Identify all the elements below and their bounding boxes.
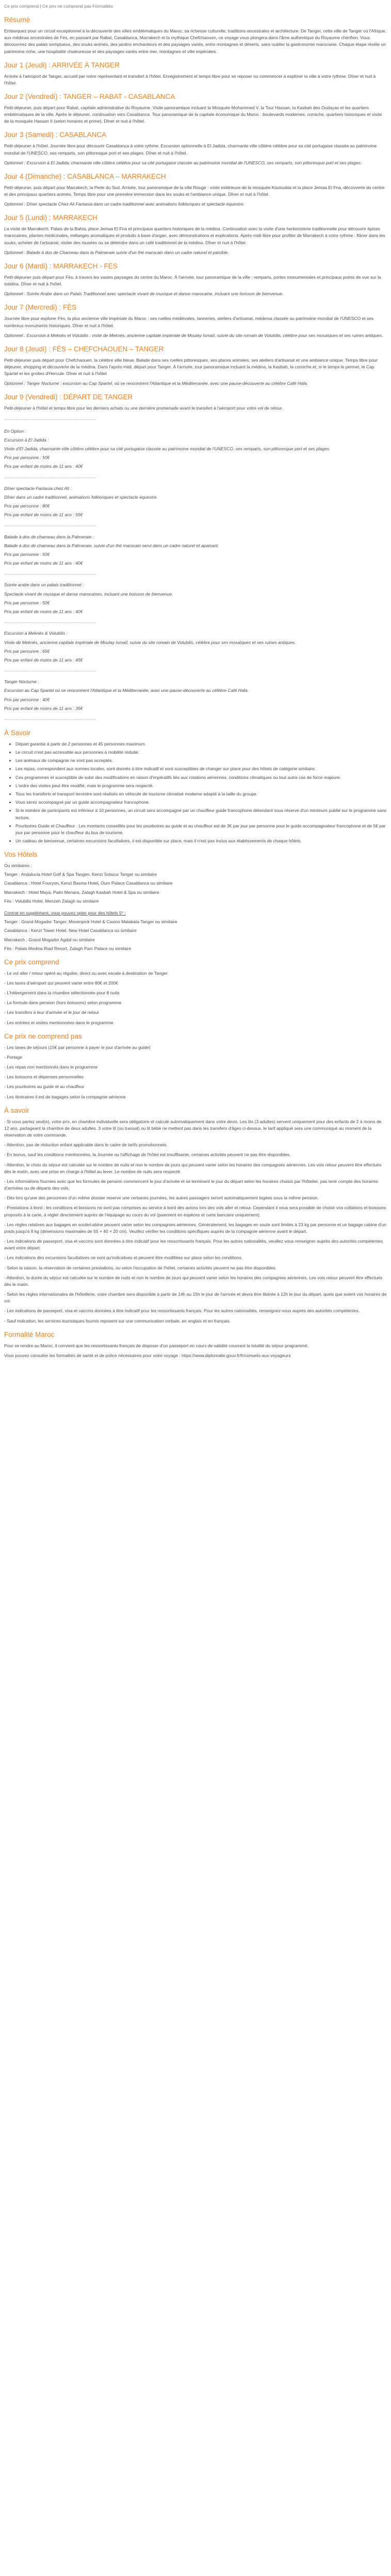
savoir2-title: À savoir [4, 1106, 29, 1114]
savoir-title: À Savoir [4, 729, 31, 737]
savoir2-paragraph: - Prestations à bord : les conditions et boissons ne sont pas comprises au service à bord des avions lors des vols aller et retour. Cependant il vous sera possible de choisir vos collations et boissons proposés à la carte, à régler directement auprès de l'équipage au cours du vol (paiement en espèces et carte bancaire uniquement). [4, 1205, 386, 1217]
savoir2-paragraph: - Selon la saison, la réservation de certaines prestations, ou selon l'occupation de l'hôtel, certaines activités peuvent ne pas être disponibles. [4, 1265, 277, 1270]
options-title: En Option : [4, 428, 26, 434]
option-name: Soirée arabe dans un palais traditionnel : [4, 582, 84, 588]
hotel-line: Fès : Volubilis Hotel, Menzeh Zalagh ou similaire [4, 898, 99, 904]
separator: --------------------------------------------------------------- [4, 668, 96, 674]
pas-comprend-item: - Portage [4, 1054, 22, 1060]
pas-comprend-item: - Les itinéraires il est de bagages selon la compagnie aérienne [4, 1094, 126, 1099]
option-price: Prix par personne : 40€ [4, 697, 50, 702]
savoir2-paragraph: - Selon les règles internationales de l'hôtellerie, votre chambre sera disponible à partir de 14h au 15h le jour de l'arrivée et devra être libérée à 12h le jour du départ, quels que soient vos horaires de vol. [4, 1292, 387, 1304]
savoir-item: • Ces programmes et susceptible de subir des modifications en raison d'impératifs liés aux rotations aériennes, conditions climatiques ou tout autre cas de force majeure. [15, 774, 387, 781]
savoir-item: • Tous les transferts et transport terrestre sont réalisés en véhicule de tourisme climatisé moderne adapté à la taille du groupe. [15, 791, 387, 798]
comprend-item: - La formule dans pension (hors boissons) selon programme [4, 1000, 122, 1006]
savoir2-paragraph: - Les indications des excursions facultatives ne sont qu'indicatives et peuvent être modifiées sur place selon les conditions. [4, 1255, 243, 1261]
day-title: Jour 7 (Mercredi) : FÈS [4, 303, 77, 312]
option-child-price: Prix par enfant de moins de 11 ans : 40€ [4, 608, 83, 614]
savoir2-paragraph: - Si vous partez seul(e), votre prix, en chambre individuelle sera obligatoire et calculé automatiquement dans votre devis. Les lits (3 adultes) servent uniquement pour des enfants de 2 à moins de 12 ans, partageant la chambre de deux adultes. 3 votre lit (ou transat) ou lit bébé ne mettent pas dans les transfers d'âges ci-dessus, le tarif appliqué sera une communiqué au moment de la réservation de votre commande. [4, 1118, 382, 1138]
savoir2-paragraph: - Les indications de passeport, visa et vaccins sont données à titre indicatif pour les ressortissants français. Pour les autres nationalités, veuillez vous renseigner auprès des autorités compétentes avant votre départ. [4, 1239, 383, 1251]
day-text: Petit-déjeuner, puis départ pour Rabat, capitale administrative du Royaume. Visite panoramique incluant la Mosquée Mohammed V, la Tour Hassan, la Kasbah des Oudayas et les quartiers emblématiques de la ville. Après le déjeuner, continuation vers Casablanca. Tour panoramique de la capitale économique du Maroc : boulevards modernes, corniche, quartiers historiques et visite de la mosquée Hassan II (selon horaires et prime). Dîner et nuit à l'hôtel. [4, 105, 382, 124]
hotel-line: Tanger : Andalucia Hotel Golf & Spa Tangier, Kenzi Solazur Tanger ou similaire [4, 872, 157, 877]
pas-comprend-item: - Les repas non mentionnés dans le programme [4, 1064, 97, 1070]
resume-title: Résumé [4, 16, 30, 24]
savoir-item: • Départ garantie à partir de 2 personnes et 45 personnes maximum. [15, 741, 387, 748]
day-text: Petit-déjeuner, puis départ pour Marrakech, la Perle du Sud. Arrivée, tour panoramique de la ville Rouge : visite extérieure de la mosquée Koutoubia et la place Jemaa El Fna, découverte du centre et des principaux quartiers animés. Temps libre pour une première immersion dans les souks et l'ambiance unique. Dîner et nuit à l'hôtel. [4, 184, 385, 197]
formalites-text2[interactable]: Vous pouvez consulter les formalités de santé et de police nécessaires pour votre voyage : https://www.diplomatie.gouv.fr/fr/conseils-aux-voyageurs [4, 1352, 291, 1358]
option-price: Prix par personne : 80€ [4, 503, 50, 509]
hotel-lines [4, 871, 387, 905]
contract-line: Casablanca : Kenzi Tower Hotel, New Hotel Casablanca ou similaire [4, 928, 137, 934]
day-text: Petit-déjeuner à l'hôtel. Journée libre pour découvrir Casablanca à votre rythme. Excursion optionnelle à El Jadida, charmante ville côtière célèbre pour sa cité portugaise classée au patrimoine mondial de l'UNESCO, ses remparts, son pittoresque port et ses plages. Dîner et nuit à l'hôtel. [4, 143, 377, 156]
day-text: Petit-déjeuner puis départ pour Chefchaouen, la célèbre ville bleue. Balade dans ses ruelles pittoresques, ses places animées, ses ateliers d'artisanat et une ambiance unique. Temps libre pour déjeuner, shopping et découverte de la médina. Dans l'après-midi, départ pour Tanger. À l'arrivée, tour panoramique incluant la médina, la Kasbah, la corniche et, si le temps le permet, le Cap Spartel et les grottes d'Hercule. Dîner et nuit à l'hôtel. [4, 357, 378, 377]
option-name: Excursion à El Jadida : [4, 437, 49, 443]
hotels-subtitle: Ou similaires : [4, 863, 32, 869]
day-title: Jour 3 (Samedi) : CASABLANCA [4, 131, 107, 139]
savoir2-paragraph: - Attention, pas de réduction enfant applicable dans le cadre de tarifs promotionnels. [4, 1142, 168, 1148]
option-desc: Dîner dans un cadre traditionnel, animations folkloriques et spectacle équestre. [4, 494, 158, 500]
day-title: Jour 4 (Dimanche) : CASABLANCA – MARRAKECH [4, 172, 166, 180]
comprend-item: - Les entrées et visites mentionnées dans le programme [4, 1020, 113, 1025]
option-price: Prix par personne : 50€ [4, 455, 50, 461]
pas-comprend-title: Ce prix ne comprend pas [4, 1032, 82, 1040]
day-optional: Optionnel : Dîner spectacle Chez Ali Fantasia dans un cadre traditionnel avec animations folkloriques et spectacle équestre. [4, 201, 245, 207]
contract-line: Tanger : Grand Mogador Tanger, Movenpick Hotel & Casino Malabata Tanger ou similaire [4, 919, 177, 925]
option-name: Dîner spectacle Fantasia chez Ali : [4, 485, 72, 491]
savoir2-paragraph: - Les indications de passeport, visa et vaccins données à titre indicatif pour les ressortissants français. Pour les autres nationalités, renseignez-vous auprès des autorités compétentes. [4, 1308, 360, 1314]
day-title: Jour 9 (Vendredi) : DÉPART DE TANGER [4, 393, 133, 401]
contract-lines [4, 919, 387, 952]
option-name: Balade à dos de chameau dans la Palmeraie : [4, 534, 94, 539]
option-child-price: Prix par enfant de moins de 11 ans : 45€ [4, 657, 83, 663]
day-optional: Optionnel : Balade à dos de Chameau dans la Palmeraie suivie d'un thé marocain dans un cadre naturel et paisible. [4, 249, 229, 255]
pas-comprend-item: - Les boissons et dépenses personnelles [4, 1074, 84, 1080]
day-optional: Optionnel : Excursion à Meknès et Volubilis : visite de Meknès, ancienne capitale impériale de Moulay Ismaïl, suivie du site romain de Volubilis, célèbre pour ses mosaïques et ses ruines antiques. [4, 332, 383, 338]
comprend-list [4, 970, 387, 1026]
separator: --------------------------------------------------------------- [4, 620, 96, 625]
formalites-title: Formalité Maroc [4, 1330, 55, 1338]
hotels-contract-title: Contrat en supplément, vous pouvez opter pour des hôtels 5* : [4, 910, 126, 916]
savoir2-paragraph: - Attention, la durée du séjour est calculée sur le nombre de nuits et non le nombre de jours qui peuvent varier selon les horaires des compagnies aériennes. Les vols retour peuvent être effectués dès le matin. [4, 1275, 383, 1287]
day-optional: Optionnel : Excursion à El Jadida, charmante ville côtière célèbre pour sa cité portugaise classée au patrimoine mondial de l'UNESCO, ses remparts, son pittoresque port et ses plages. [4, 160, 362, 165]
savoir-item: • Pourboires Guide et Chauffeur : Les montants conseillés pour les pourboires au guide et au chauffeur est de 3€ par jour par personne pour le guide accompagnateur francophone et de 5€ par jour par personne pour le chauffeur du bus de tourisme. [15, 823, 387, 836]
option-desc: Balade à dos de chameau dans la Palmeraie, suivie d'un thé marocain servi dans un cadre naturel et apaisant. [4, 543, 219, 548]
savoir-item: • Si le nombre de participants est inférieur à 10 personnes, un circuit sera accompagné par un chauffeur guide francophone détendant sous réserve d'un minimum publié sur le programme sans lecture. [15, 807, 387, 821]
comprend-title: Ce prix comprend [4, 958, 59, 966]
day-title: Jour 5 (Lundi) : MARRAKECH [4, 214, 97, 222]
comprend-item: - L'hébergement dans la chambre sélectionnée pour 8 nuits [4, 990, 120, 996]
option-price: Prix par personne : 50€ [4, 551, 50, 557]
savoir2-paragraph: - Les informations fournies avec que les formules de pension commencent le jour d'arrivée et se terminent le jour du départ selon les horaires choisis par l'hôtelier, pas tenir compte des horaires d'arrivées ou de départs des vols. [4, 1178, 378, 1191]
savoir2-paragraph: - Sauf indication, les services touristiques fournis reposent sur une communication verbale, en anglais et en français. [4, 1318, 231, 1324]
savoir-item: • Le circuit n'est pas accessible aux personnes à mobilité réduite. [15, 749, 387, 756]
comprend-item: - Les transfers à leur d'arrivée et le jour de retour [4, 1010, 99, 1015]
separator: --------------------------------------------------------------- [4, 571, 96, 577]
day-title: Jour 8 (Jeudi) : FÈS – CHEFCHAOUEN – TANGER [4, 345, 164, 353]
option-child-price: Prix par enfant de moins de 11 ans : 55€ [4, 512, 83, 518]
savoir-list [4, 741, 387, 844]
savoir2-paragraph: - En bonus, sauf les conditions mentionnées, la Journée ou l'affichage de l'hôtel est insuffisante, certaines activités peuvent ne pas être disponibles. [4, 1152, 291, 1158]
savoir-item: • Vous serez accompagné par un guide accompagnateur francophone. [15, 799, 387, 806]
hotels-title: Vos Hôtels [4, 851, 38, 859]
day-optional: Optionnel : Tanger Nocturne : excursion au Cap Spartel, où se rencontrent l'Atlantique et la Méditerranée, avec une pause-découverte au célèbre Café Hafa. [4, 381, 308, 386]
day-title: Jour 6 (Mardi) : MARRAKECH - FÈS [4, 262, 118, 270]
option-desc: Visite d'El Jadida, charmante ville côtière célèbre pour sa cité portugaise classée au patrimoine mondial de l'UNESCO, ses remparts, son pittoresque port et ses plages. [4, 446, 331, 452]
day-text: La visite de Marrakech. Palais de la Bahia, place Jemaa El Fna et principaux quartiers historiques de la médina. Continuation avec la visite d'une herboristerie traditionnelle pour découvrir épices marocaines, plantes médicinales, mélanges aromatiques et produits à base d'argan, avec démonstrations et explications. Après-midi libre pour profiter de Marrakech à votre rythme : flâner dans les souks, acheter de l'artisanal, visiter des musées ou se détendre dans un café traditionnel de la médina. Dîner et nuit à l'hôtel. [4, 226, 385, 245]
option-desc: Excursion au Cap Spartel où se rencontrent l'Atlantique et la Méditerranée, avec une pause-découverte au célèbre Café Hafa. [4, 688, 249, 693]
pas-comprend-item: - Les taxes de séjours (15€ par personne à payer le jour d'arrivée au guide) [4, 1044, 151, 1050]
option-name: Tanger Nocturne : [4, 679, 39, 685]
hotel-line: Casablanca : Hotel Fouryon, Kenzi Basma Hotel, Oum Palace Casablanca ou similaire [4, 880, 173, 886]
option-price: Prix par personne : 65€ [4, 648, 50, 654]
options-list [4, 437, 387, 723]
option-desc: Visite de Meknès, ancienne capitale impériale de Moulay Ismaïl, suivie du site romain de Volubilis, célèbre pour ses mosaïques et ses ruines antiques. [4, 639, 296, 645]
option-child-price: Prix par enfant de moins de 11 ans : 40€ [4, 464, 83, 469]
day-title: Jour 1 (Jeudi) : ARRIVÉE À TANGER [4, 61, 120, 69]
hotel-line: Marrakech : Hotel Maya, Palm Menara, Zalagh Kasbah Hotel & Spa ou similaire [4, 889, 159, 895]
day-text: Petit-déjeuner à l'hôtel et temps libre pour les derniers achats ou une dernière promenade avant le transfert à l'aéroport pour votre vol de retour. [4, 405, 283, 411]
contract-line: Marrakech : Grand Mogador Agdal ou similaire [4, 937, 95, 942]
day-optional: Optionnel : Soirée Arabe dans un Palais Traditionnel avec spectacle vivant de musique et danse marocaine, incluant une boisson de bienvenue. [4, 291, 284, 297]
savoir2-paragraph: - Dès lors qu'une des personnes d'un même dossier reserve une certaines journées, les autres passagers seront automatiquement logées sous la même pension. [4, 1195, 319, 1201]
option-desc: Spectacle vivant de musique et danse marocaines, incluant une boisson de bienvenue. [4, 591, 173, 597]
savoir2-paragraph: - Les règles relatives aux bagages en soute/cabine peuvent varier selon les compagnies aériennes. Généralement, les bagages en soute sont limités à 23 kg par personne et un bagage cabine d'un poids jusqu'à 8 kg (dimensions maximales de 55 × 40 × 20 cm). Veuillez vérifier les conditions spécifiques auprès de la compagnie aérienne avant le départ. [4, 1222, 387, 1234]
breadcrumb[interactable]: Ce prix comprend | Ce prix ne comprend pas Formalités [4, 4, 113, 9]
formalites-text: Pour se rendre au Maroc, il convient que les ressortissants français de disposer d'un passeport en cours de validité couvrant la totalité du séjour programmé. [4, 1343, 308, 1348]
savoir2-list [4, 1118, 387, 1325]
day-title: Jour 2 (Vendredi) : TANGER – RABAT - CASABLANCA [4, 93, 175, 101]
option-name: Excursion à Meknès & Volubilis : [4, 631, 68, 636]
option-child-price: Prix par enfant de moins de 11 ans : 40€ [4, 561, 83, 566]
separator: --------------------------------------------------------------- [4, 416, 96, 422]
comprend-item: - Le vol aller / retour opéré au régulier, direct ou avec escale à destination de Tanger [4, 970, 168, 976]
day-text: Petit-déjeuner puis départ pour Fès, à travers les vastes paysages du centre du Maroc. À l'arrivée, tour panoramique de la ville : remparts, portes monumentales et principaux points de vue sur la médina. Dîner et nuit à l'hôtel. [4, 274, 381, 287]
contract-line: Fès : Palais Medina Riad Resort, Zalagh Parc Palace ou similaire [4, 945, 132, 951]
pas-comprend-item: - Les pourboires au guide et au chauffeur [4, 1084, 85, 1090]
savoir-item: • Les animaux de compagnie ne sont pas acceptés. [15, 757, 387, 764]
separator: --------------------------------------------------------------- [4, 716, 96, 722]
pas-comprend-list [4, 1044, 387, 1100]
savoir-item: • Les repas, correspondent aux normes locales, sont donnés à titre indicatif et sont susceptibles de changer sur place pour des hôtels de catégorie similaire. [15, 766, 387, 772]
day-text: Arrivée à l'aéroport de Tanger, accueil par notre représentant et transfert à l'hôtel. Enregistrement et temps libre pour se reposer ou commencer à explorer la ville à votre rythme. Dîner et nuit à l'hôtel. [4, 73, 376, 86]
option-child-price: Prix par enfant de moins de 11 ans : 35€ [4, 705, 83, 711]
option-price: Prix par personne : 50€ [4, 600, 50, 605]
savoir-item: • L'ordre des visites peut être modifié, mais le programme sera respecté. [15, 783, 387, 789]
savoir2-paragraph: - Attention, le choix du séjour est calculée sur le nombre de nuits et non le nombre de jours qui peuvent varier selon les horaires des compagnies aériennes. Les vols retour peuvent être effectués dès le matin, avec une prise en charge à l'hôtel au lever. Le nombre de nuits sera respecté. [4, 1162, 382, 1174]
separator: --------------------------------------------------------------- [4, 523, 96, 529]
comprend-item: - Les taxes d'aéroport qui peuvent varier entre 80€ et 200€ [4, 980, 118, 986]
hotels-section [4, 850, 387, 952]
separator: --------------------------------------------------------------- [4, 474, 96, 480]
day-text: Journée libre pour explorer Fès, la plus ancienne ville impériale du Maroc : ses ruelles médiévales, tanneries, ateliers d'artisanat, médersa classée au patrimoine mondial de l'UNESCO et ses nombreux monuments historiques. Dîner et nuit à l'hôtel. [4, 316, 374, 328]
savoir-item: • Un cadeau de bienvenue, certaines excursions facultatives, il est disponible sur place, mais il n'est pas inclus aux établissements de chaque hôtels. [15, 838, 387, 844]
resume-text: Embarquez pour un circuit exceptionnel à la découverte des villes emblématiques du Maroc, sa richesse culturelle, traditions ancestrales et architecture. De Tanger, cette ville de Tanger où l'Afrique, aux médinas ancestrales de Fès, en passant par Rabat, Casablanca, Marrakech et la mythique Chefchaouen, ce voyage vous plongera dans l'âme authentique du Royaume chérifien. Vous découvrirez des palais somptueux, des souks animés, des jardins enchanteurs et des paysages variés, entre montagnes et déserts, sans oublier la gastronomie marocaine. Chaque étape révèle un patrimoine riche, une hospitalité chaleureuse et des paysages variés entre mer, montagnes et ville impériales. [4, 28, 386, 54]
itinerary [4, 60, 387, 412]
